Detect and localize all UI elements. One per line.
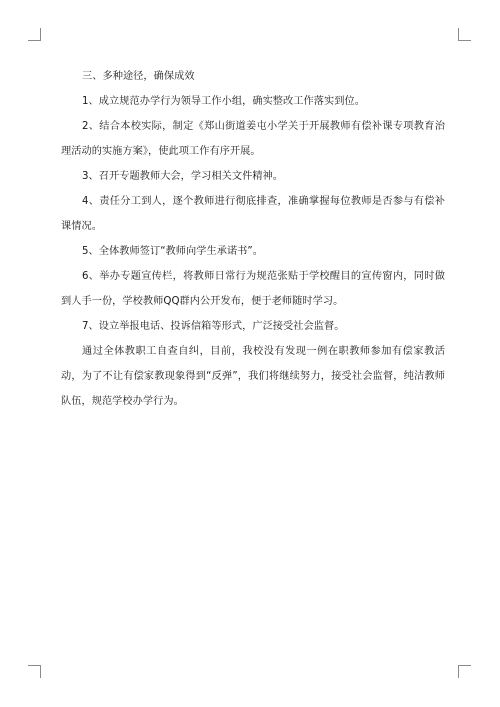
crop-mark-top-left [28, 28, 41, 41]
section-heading: 三、多种途径，确保成效 [82, 71, 195, 82]
list-item-7: 7、设立举报电话、投诉信箱等形式，广泛接受社会监督。 [82, 321, 345, 332]
list-item-2: 2、结合本校实际，制定《郑山街道姜屯小学关于开展教师有偿补课专项教育治理活动的实施方案》，使此项工作有序开展。 [61, 121, 445, 157]
list-item-1: 1、成立规范办学行为领导工作小组，确实整改工作落实到位。 [82, 96, 365, 107]
list-item-3: 3、召开专题教师大会，学习相关文件精神。 [82, 171, 284, 182]
list-item-6: 6、举办专题宣传栏，将教师日常行为规范张贴于学校醒目的宣传窗内，同时做到人手一份，学校教师QQ群内公开发布，便于老师随时学习。 [61, 271, 445, 307]
list-item-4: 4、责任分工到人，逐个教师进行彻底排查，准确掌握每位教师是否参与有偿补课情况。 [61, 196, 445, 232]
crop-mark-bottom-right [458, 665, 471, 678]
conclusion-paragraph: 通过全体教职工自查自纠，目前，我校没有发现一例在职教师参加有偿家教活动，为了不让有偿家教现象得到“反弹”，我们将继续努力，接受社会监督，纯洁教师队伍，规范学校办学行为。 [61, 346, 445, 407]
crop-mark-bottom-left [28, 665, 41, 678]
crop-mark-top-right [458, 28, 471, 41]
document-body [61, 64, 445, 414]
list-item-5: 5、全体教师签订“教师向学生承诺书”。 [82, 246, 263, 257]
